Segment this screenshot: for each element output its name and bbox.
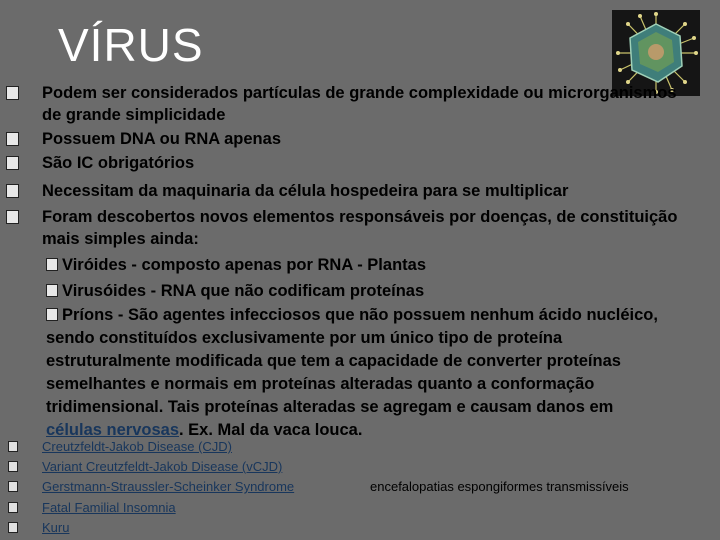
bullet-item [42,180,682,202]
sub-bullet-virusoides [46,280,686,302]
link-ffi[interactable] [42,500,176,516]
box-bullet-icon [6,132,19,146]
box-bullet-icon [8,481,18,492]
box-bullet-icon [6,86,19,100]
link-gss[interactable] [42,479,294,495]
sub-bullet-text: Virusóides - RNA que não codificam proteínas [62,282,425,300]
link-label: Kuru [42,520,70,535]
link-cjd[interactable] [42,439,232,455]
page-title: VÍRUS [58,19,204,71]
bullet-text: São IC obrigatórios [42,154,195,172]
box-bullet-icon [8,441,18,452]
box-bullet-icon [6,156,19,170]
box-bullet-icon [46,284,58,297]
sub-bullet-viroides [46,254,686,276]
bullet-item [42,82,682,126]
link-celulas-nervosas[interactable]: células nervosas [46,421,179,439]
box-bullet-icon [8,461,18,472]
box-bullet-icon [6,210,19,224]
bullet-item [42,206,682,250]
bullet-text: Podem ser considerados partículas de grande complexidade ou microrganismos de grande simplicidade [42,84,677,124]
bullet-item [42,128,682,150]
sub-bullet-text: Príons - São agentes infecciosos que não possuem nenhum ácido nucléico, sendo constituídos exclusivamente por um único tipo de proteína estruturalmente modificada que tem a capacidade de converter proteínas semelhantes e normais em proteínas alteradas quanto a conformação tridimensional. Tais proteínas alteradas se agregam e causam danos em [46,306,658,416]
sub-bullet-text-end: . Ex. Mal da vaca louca. [179,421,363,439]
sub-bullet-prions [46,304,658,442]
sub-bullet-text: Viróides - composto apenas por RNA - Plantas [62,256,426,274]
disease-group-note: encefalopatias espongiformes transmissíveis [370,479,629,494]
box-bullet-icon [8,502,18,513]
link-label: Fatal Familial Insomnia [42,500,176,515]
box-bullet-icon [46,308,58,321]
box-bullet-icon [8,522,18,533]
link-label: Variant Creutzfeldt-Jakob Disease (vCJD) [42,459,283,474]
box-bullet-icon [46,258,58,271]
link-kuru[interactable] [42,520,69,536]
link-vcjd[interactable] [42,459,282,475]
bullet-item [42,152,682,174]
link-label: Gerstmann-Straussler-Scheinker Syndrome [42,479,295,494]
bullet-text: Necessitam da maquinaria da célula hospedeira para se multiplicar [42,182,569,200]
bullet-text: Possuem DNA ou RNA apenas [42,130,281,148]
link-label: Creutzfeldt-Jakob Disease (CJD) [42,439,233,454]
box-bullet-icon [6,184,19,198]
bullet-text: Foram descobertos novos elementos responsáveis por doenças, de constituição mais simples ainda: [42,208,678,248]
